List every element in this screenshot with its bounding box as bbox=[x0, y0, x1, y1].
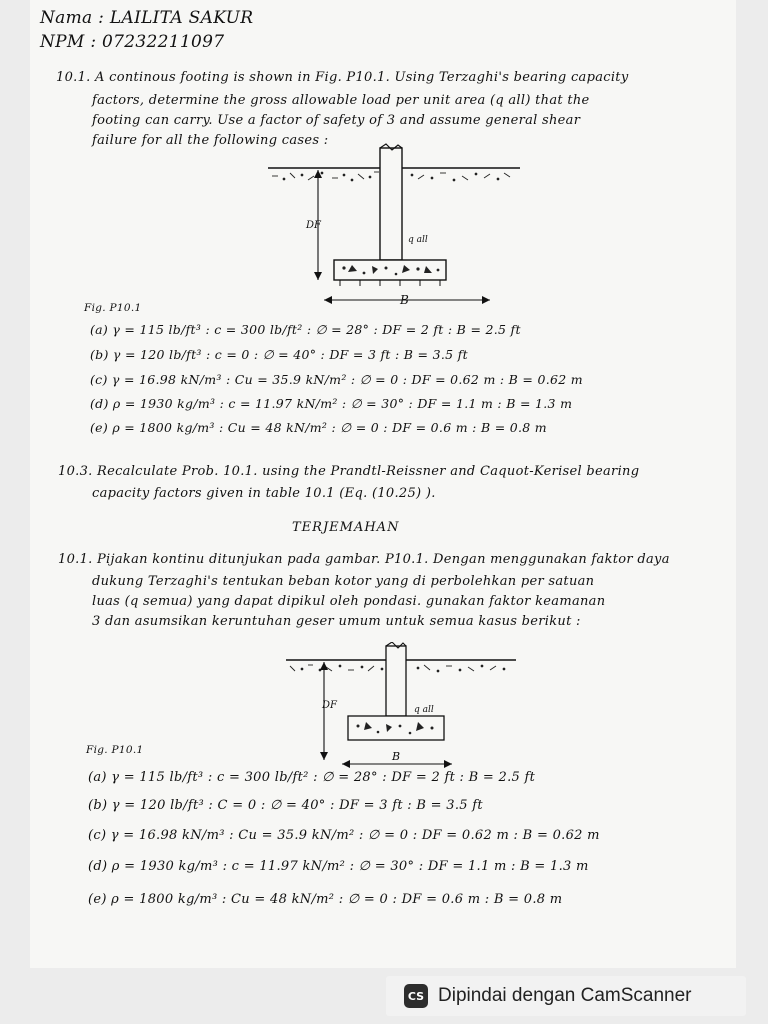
case-a-translation: (a) γ = 115 lb/ft³ : c = 300 lb/ft² : ∅ = 28° : DF = 2 ft : B = 2.5 ft bbox=[88, 770, 536, 785]
problem-10-1-line: footing can carry. Use a factor of safety of 3 and assume general shear bbox=[92, 113, 581, 128]
df-label: DF bbox=[306, 220, 321, 231]
camscanner-watermark bbox=[386, 976, 746, 1016]
case-b-translation: (b) γ = 120 lb/ft³ : C = 0 : ∅ = 40° : DF = 3 ft : B = 3.5 ft bbox=[88, 798, 483, 813]
student-npm: NPM : 07232211097 bbox=[40, 32, 225, 52]
figure-caption: Fig. P10.1 bbox=[84, 302, 142, 314]
footing-figure bbox=[262, 142, 532, 310]
b-label: B bbox=[400, 293, 409, 307]
problem-10-1-line: factors, determine the gross allowable load per unit area (q all) that the bbox=[92, 93, 590, 108]
translation-10-1-line: 10.1. Pijakan kontinu ditunjukan pada gambar. P10.1. Dengan menggunakan faktor daya bbox=[58, 552, 670, 567]
case-c-translation: (c) γ = 16.98 kN/m³ : Cu = 35.9 kN/m² : ∅ = 0 : DF = 0.62 m : B = 0.62 m bbox=[88, 828, 600, 843]
qall-label: q all bbox=[414, 705, 434, 715]
camscanner-text: Dipindai dengan CamScanner bbox=[438, 985, 692, 1006]
translation-10-1-line: 3 dan asumsikan keruntuhan geser umum untuk semua kasus berikut : bbox=[92, 614, 581, 629]
case-a: (a) γ = 115 lb/ft³ : c = 300 lb/ft² : ∅ = 28° : DF = 2 ft : B = 2.5 ft bbox=[90, 322, 521, 337]
translation-10-1-line: dukung Terzaghi's tentukan beban kotor yang di perbolehkan per satuan bbox=[92, 574, 595, 589]
translation-title: TERJEMAHAN bbox=[292, 520, 400, 535]
translation-10-1-line: luas (q semua) yang dapat dipikul oleh pondasi. gunakan faktor keamanan bbox=[92, 594, 606, 609]
df-label: DF bbox=[322, 700, 337, 711]
problem-10-3-line: 10.3. Recalculate Prob. 10.1. using the Prandtl-Reissner and Caquot-Kerisel bearing bbox=[58, 464, 640, 479]
problem-10-3-line: capacity factors given in table 10.1 (Eq. (10.25) ). bbox=[92, 486, 436, 501]
case-e: (e) ρ = 1800 kg/m³ : Cu = 48 kN/m² : ∅ = 0 : DF = 0.6 m : B = 0.8 m bbox=[90, 420, 547, 435]
footing-figure-translation bbox=[282, 642, 522, 770]
case-d: (d) ρ = 1930 kg/m³ : c = 11.97 kN/m² : ∅ = 30° : DF = 1.1 m : B = 1.3 m bbox=[90, 396, 573, 411]
problem-10-1-line: failure for all the following cases : bbox=[92, 133, 329, 148]
case-c: (c) γ = 16.98 kN/m³ : Cu = 35.9 kN/m² : ∅ = 0 : DF = 0.62 m : B = 0.62 m bbox=[90, 372, 583, 387]
case-b: (b) γ = 120 lb/ft³ : c = 0 : ∅ = 40° : DF = 3 ft : B = 3.5 ft bbox=[90, 347, 468, 362]
student-name: Nama : LAILITA SAKUR bbox=[40, 8, 254, 28]
qall-label: q all bbox=[408, 235, 428, 245]
figure-caption-translation: Fig. P10.1 bbox=[86, 744, 144, 756]
case-d-translation: (d) ρ = 1930 kg/m³ : c = 11.97 kN/m² : ∅ = 30° : DF = 1.1 m : B = 1.3 m bbox=[88, 859, 589, 874]
camscanner-logo-icon: CS bbox=[404, 984, 428, 1008]
problem-10-1-line: 10.1. A continous footing is shown in Fig. P10.1. Using Terzaghi's bearing capacity bbox=[56, 70, 629, 85]
case-e-translation: (e) ρ = 1800 kg/m³ : Cu = 48 kN/m² : ∅ = 0 : DF = 0.6 m : B = 0.8 m bbox=[88, 892, 563, 907]
b-label: B bbox=[392, 750, 401, 763]
